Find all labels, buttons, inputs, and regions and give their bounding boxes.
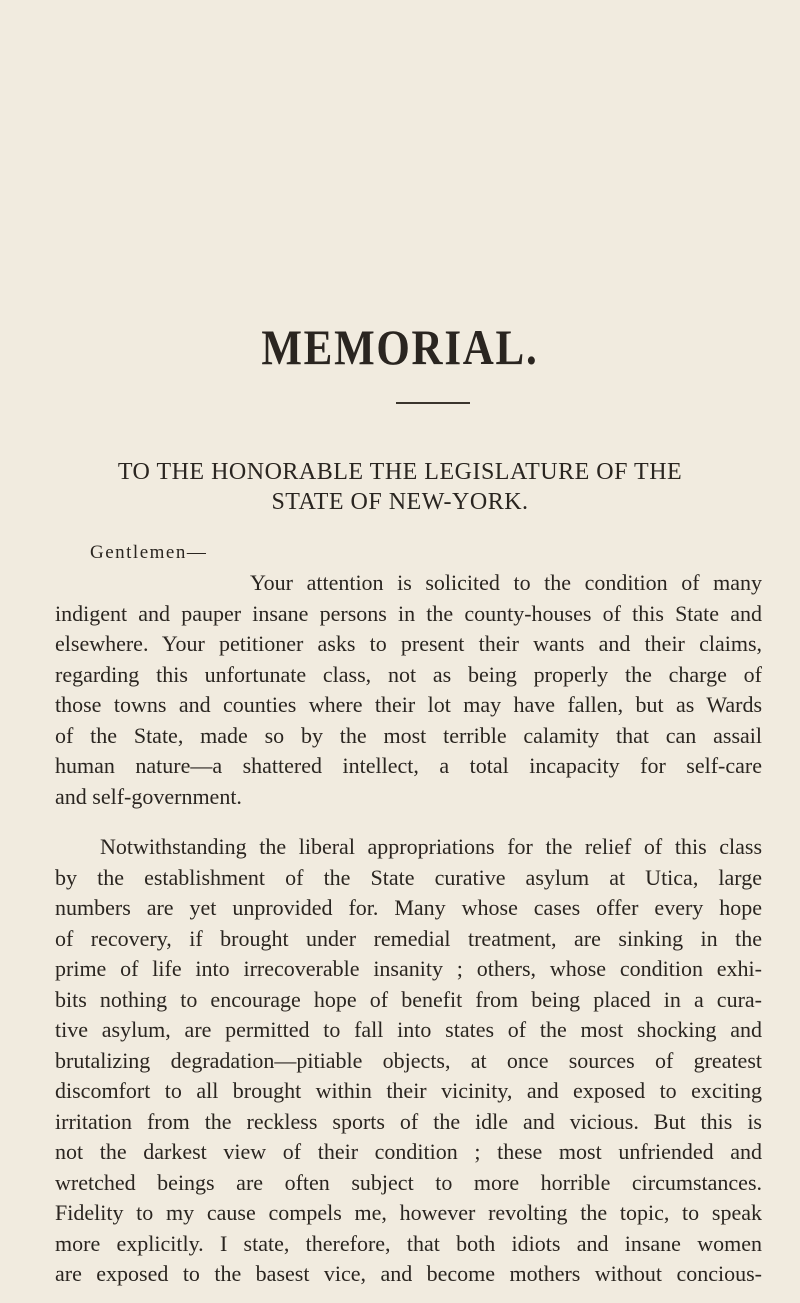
paragraph-1-line: and self-government. (55, 783, 242, 809)
paragraph-2-line: are exposed to the basest vice, and become mothers without concious- (55, 1261, 762, 1286)
paragraph-2-line: prime of life into irrecoverable insanity ; others, whose condition exhi- (55, 956, 762, 981)
paragraph-1-line: Your attention is solicited to the condition of many (250, 570, 762, 595)
paragraph-2-line: bits nothing to encourage hope of benefit from being placed in a cura- (55, 986, 762, 1012)
title-divider (396, 402, 470, 404)
paragraph-2-line: wretched beings are often subject to more horrible circumstances. (55, 1169, 762, 1195)
salutation: Gentlemen— (90, 542, 208, 563)
paragraph-2-line: Fidelity to my cause compels me, however revolting the topic, to speak (55, 1200, 762, 1225)
paragraph-2-line: irritation from the reckless sports of the idle and vicious. But this is (55, 1108, 762, 1134)
paragraph-2-line: not the darkest view of their condition ; these most unfriended and (55, 1139, 762, 1164)
paragraph-1-line: indigent and pauper insane persons in the county-houses of this State and (55, 600, 762, 626)
paragraph-1-line: those towns and counties where their lot may have fallen, but as Wards (55, 692, 762, 717)
address-heading-line: TO THE HONORABLE THE LEGISLATURE OF THE (117, 459, 683, 485)
paragraph-1-line: of the State, made so by the most terrible calamity that can assail (55, 722, 762, 748)
document-title: MEMORIAL. (261, 319, 539, 375)
paragraph-2-line: more explicitly. I state, therefore, that both idiots and insane women (55, 1230, 762, 1256)
paragraph-2-line: Notwithstanding the liberal appropriations for the relief of this class (100, 834, 762, 859)
paragraph-2-line: brutalizing degradation—pitiable objects, at once sources of greatest (55, 1047, 762, 1073)
paragraph-1-line: human nature—a shattered intellect, a total incapacity for self-care (55, 753, 762, 778)
paragraph-1-line: elsewhere. Your petitioner asks to present their wants and their claims, (55, 631, 762, 656)
paragraph-2-line: discomfort to all brought within their vicinity, and exposed to exciting (55, 1078, 762, 1103)
paragraph-2-line: tive asylum, are permitted to fall into states of the most shocking and (55, 1017, 762, 1042)
paragraph-2-line: of recovery, if brought under remedial treatment, are sinking in the (55, 925, 762, 951)
paragraph-2-line: numbers are yet unprovided for. Many whose cases offer every hope (55, 895, 762, 920)
paragraph-2-line: by the establishment of the State curative asylum at Utica, large (55, 864, 762, 890)
paragraph-1-line: regarding this unfortunate class, not as being properly the charge of (55, 661, 762, 687)
address-heading-line: STATE OF NEW-YORK. (271, 489, 529, 515)
